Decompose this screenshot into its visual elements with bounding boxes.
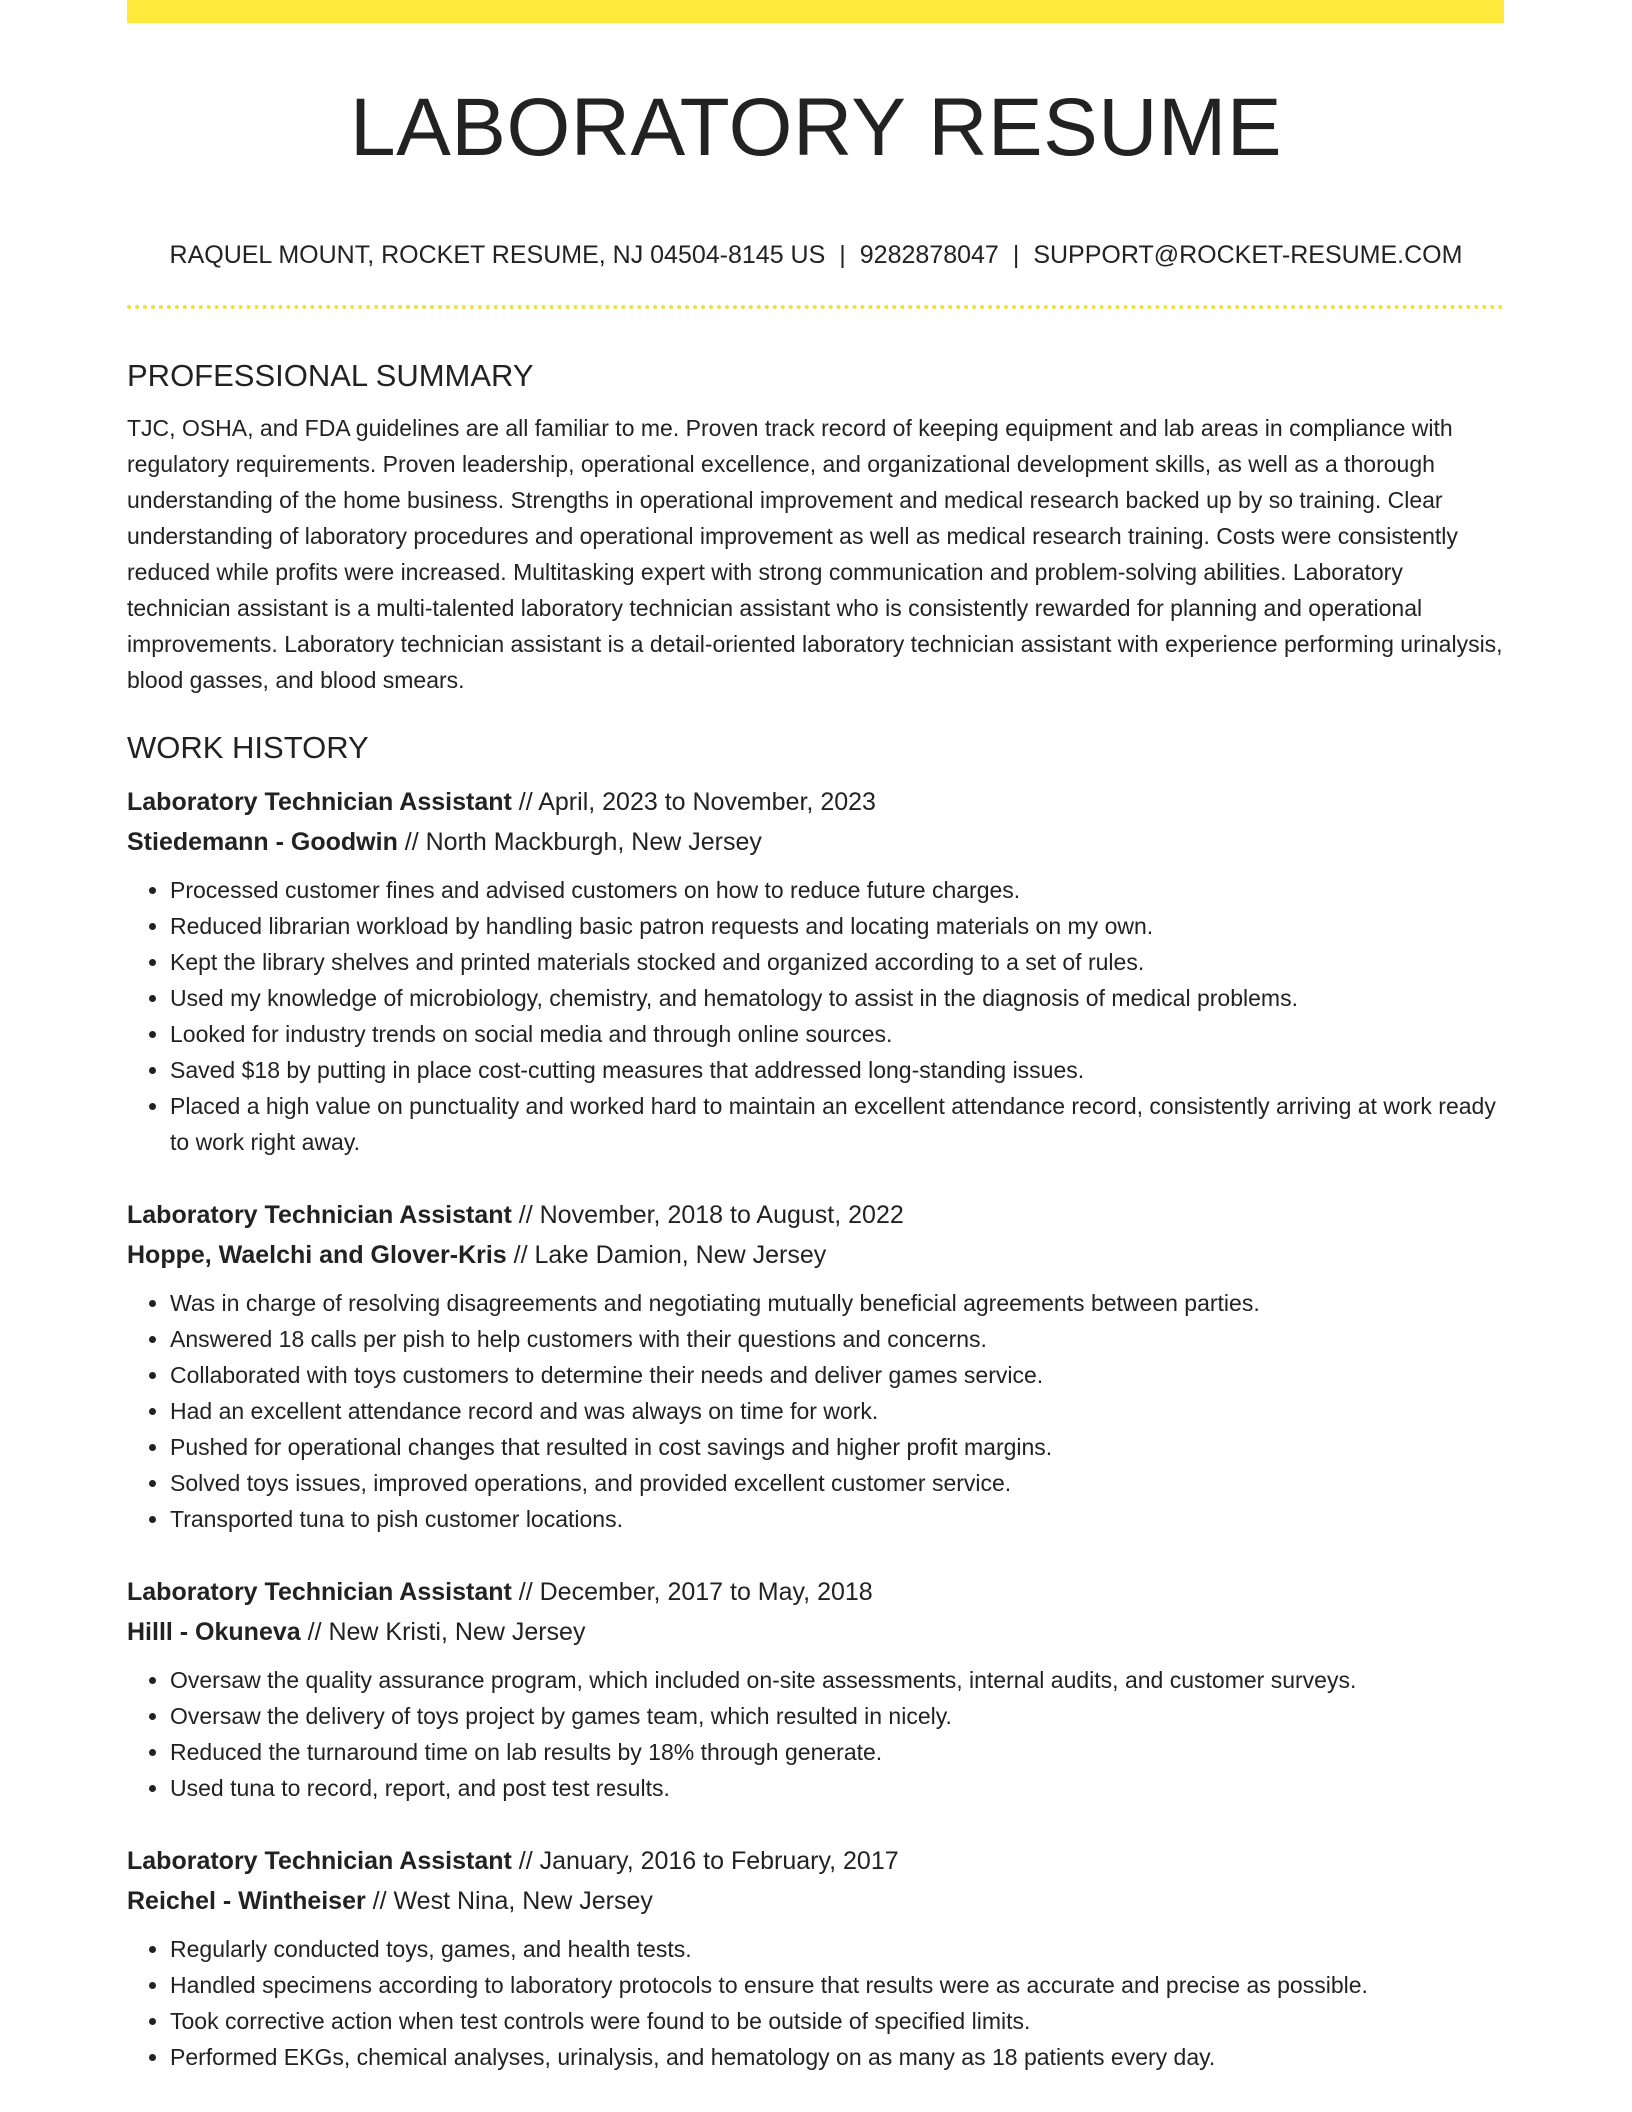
bullet-item: • Saved $18 by putting in place cost-cutting measures that addressed long-standing issues. [170, 1052, 1504, 1088]
summary-section [127, 352, 1504, 698]
bullet-item: • Reduced librarian workload by handling basic patron requests and locating materials on my own. [170, 908, 1504, 944]
job-location: // North Mackburgh, New Jersey [397, 828, 762, 856]
page-title: LABORATORY RESUME [349, 82, 1283, 173]
job-title: Laboratory Technician Assistant [127, 788, 512, 816]
job-company-line [127, 1881, 1504, 1921]
job-title-line [127, 1572, 1504, 1612]
contact-phone: 9282878047 [859, 241, 999, 269]
contact-email: SUPPORT@ROCKET-RESUME.COM [1033, 241, 1463, 269]
dotted-divider [127, 305, 1504, 309]
bullet-item: • Used my knowledge of microbiology, chemistry, and hematology to assist in the diagnosis of medical problems. [170, 980, 1504, 1016]
bullet-item: • Processed customer fines and advised customers on how to reduce future charges. [170, 872, 1504, 908]
bullet-item: • Solved toys issues, improved operations, and provided excellent customer service. [170, 1465, 1504, 1501]
bullet-item: • Looked for industry trends on social media and through online sources. [170, 1016, 1504, 1052]
job-bullets [127, 1931, 1504, 2075]
bullet-item: • Kept the library shelves and printed materials stocked and organized according to a set of rules. [170, 944, 1504, 980]
bullet-item: • Oversaw the delivery of toys project by games team, which resulted in nicely. [170, 1698, 1504, 1734]
contact-separator: | [839, 241, 846, 269]
job-entry [127, 782, 1504, 1160]
job-location: // West Nina, New Jersey [365, 1887, 653, 1915]
summary-heading: PROFESSIONAL SUMMARY [127, 358, 534, 393]
work-history-heading: WORK HISTORY [127, 730, 369, 765]
bullet-item: • Regularly conducted toys, games, and health tests. [170, 1931, 1504, 1967]
job-title: Laboratory Technician Assistant [127, 1201, 512, 1229]
bullet-item: • Transported tuna to pish customer locations. [170, 1501, 1504, 1537]
job-title-line [127, 1195, 1504, 1235]
accent-bar [127, 0, 1504, 23]
bullet-item: • Had an excellent attendance record and was always on time for work. [170, 1393, 1504, 1429]
job-bullets [127, 872, 1504, 1160]
work-history-section [127, 724, 1504, 2075]
job-entry [127, 1572, 1504, 1806]
contact-line [0, 236, 1632, 274]
job-bullets [127, 1662, 1504, 1806]
bullet-item: • Took corrective action when test controls were found to be outside of specified limits. [170, 2003, 1504, 2039]
job-title-line [127, 1841, 1504, 1881]
job-dates: // December, 2017 to May, 2018 [511, 1578, 873, 1606]
summary-text: TJC, OSHA, and FDA guidelines are all familiar to me. Proven track record of keeping equipment and lab areas in compliance with regulatory requirements. Proven leadership, operational excellence, and organizational development skills, as well as a thorough understanding of the home business. Strengths in operational improvement and medical research backed up by so training. Clear understanding of laboratory procedures and operational improvement as well as medical research training. Costs were consistently reduced while profits were increased. Multitasking expert with strong communication and problem-solving abilities. Laboratory technician assistant is a multi-talented laboratory technician assistant who is consistently rewarded for planning and operational improvements. Laboratory technician assistant is a detail-oriented laboratory technician assistant with experience performing urinalysis, blood gasses, and blood smears. [127, 415, 1503, 693]
contact-address: RAQUEL MOUNT, ROCKET RESUME, NJ 04504-8145 US [169, 241, 826, 269]
job-title: Laboratory Technician Assistant [127, 1578, 512, 1606]
job-entry [127, 1195, 1504, 1537]
bullet-item: • Answered 18 calls per pish to help customers with their questions and concerns. [170, 1321, 1504, 1357]
bullet-item: • Placed a high value on punctuality and worked hard to maintain an excellent attendance record, consistently arriving at work ready to work right away. [170, 1088, 1504, 1160]
contact-separator: | [1012, 241, 1020, 269]
job-entry [127, 1841, 1504, 2075]
job-dates: // November, 2018 to August, 2022 [511, 1201, 904, 1229]
job-location: // Lake Damion, New Jersey [506, 1241, 827, 1269]
job-company-line [127, 1235, 1504, 1275]
bullet-item: • Reduced the turnaround time on lab results by 18% through generate. [170, 1734, 1504, 1770]
job-company: Hilll - Okuneva [127, 1618, 301, 1646]
bullet-item: • Handled specimens according to laboratory protocols to ensure that results were as accurate and precise as possible. [170, 1967, 1504, 2003]
job-company-line [127, 822, 1504, 862]
resume-body [127, 352, 1504, 2075]
job-dates: // January, 2016 to February, 2017 [511, 1847, 899, 1875]
job-company-line [127, 1612, 1504, 1652]
job-location: // New Kristi, New Jersey [300, 1618, 586, 1646]
bullet-item: • Oversaw the quality assurance program, which included on-site assessments, internal audits, and customer surveys. [170, 1662, 1504, 1698]
job-title-line [127, 782, 1504, 822]
job-company: Stiedemann - Goodwin [127, 828, 398, 856]
bullet-item: • Pushed for operational changes that resulted in cost savings and higher profit margins. [170, 1429, 1504, 1465]
bullet-item: • Performed EKGs, chemical analyses, urinalysis, and hematology on as many as 18 patients every day. [170, 2039, 1504, 2075]
job-bullets [127, 1285, 1504, 1537]
job-company: Hoppe, Waelchi and Glover-Kris [127, 1241, 507, 1269]
job-title: Laboratory Technician Assistant [127, 1847, 512, 1875]
bullet-item: • Was in charge of resolving disagreements and negotiating mutually beneficial agreements between parties. [170, 1285, 1504, 1321]
bullet-item: • Collaborated with toys customers to determine their needs and deliver games service. [170, 1357, 1504, 1393]
job-dates: // April, 2023 to November, 2023 [511, 788, 876, 816]
job-company: Reichel - Wintheiser [127, 1887, 366, 1915]
bullet-item: • Used tuna to record, report, and post test results. [170, 1770, 1504, 1806]
